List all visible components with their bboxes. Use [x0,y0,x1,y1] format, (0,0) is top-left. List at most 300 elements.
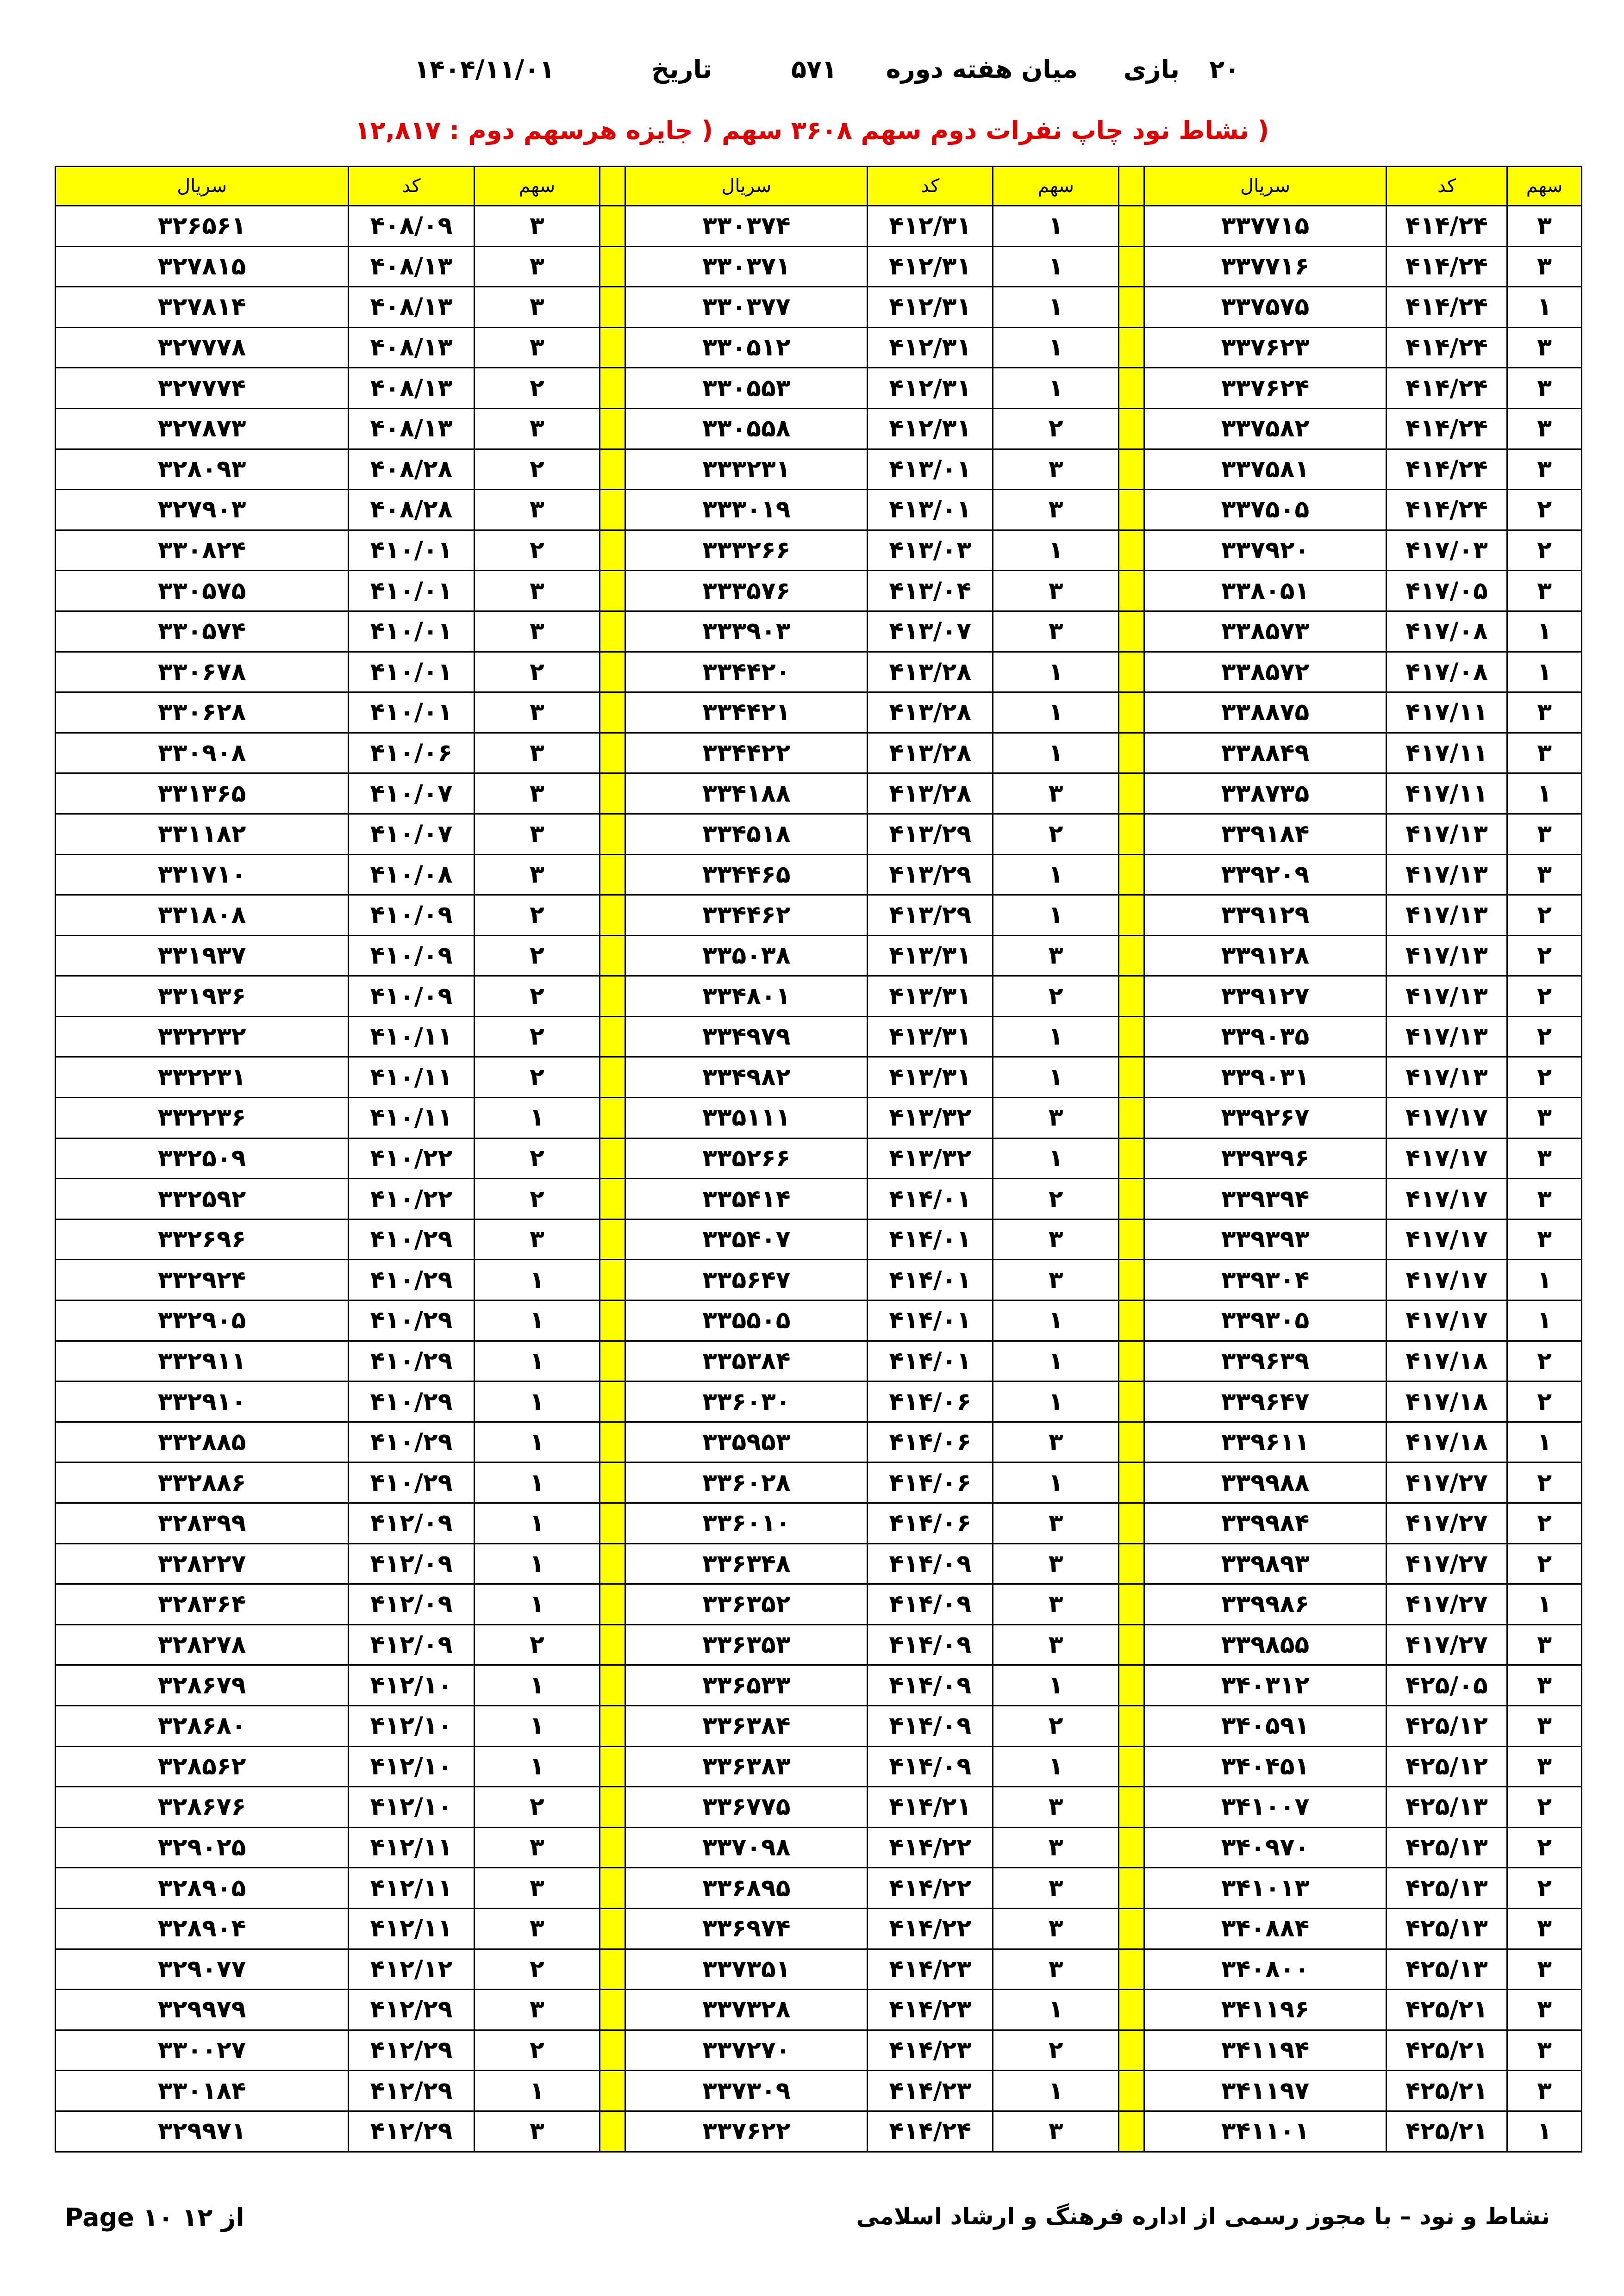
serial-cell: ۳۳۴۱۸۸ [625,773,868,814]
share-cell: ۱ [993,692,1118,733]
share-cell: ۳ [993,611,1118,652]
code-cell: ۴۱۴/۰۹ [868,1624,993,1665]
separator-cell [1118,1503,1144,1544]
serial-cell: ۳۳۶۹۷۴ [625,1908,868,1949]
serial-cell: ۳۳۲۸۸۵ [56,1422,349,1462]
separator-cell [1118,530,1144,571]
code-cell: ۴۱۳/۳۱ [868,976,993,1017]
code-cell: ۴۱۰/۲۹ [349,1462,474,1503]
serial-cell: ۳۳۶۰۳۰ [625,1381,868,1422]
serial-cell: ۳۳۸۵۷۲ [1144,652,1387,692]
share-cell: ۳ [474,773,600,814]
separator-cell [1118,1827,1144,1868]
separator-cell [600,2030,625,2071]
serial-cell: ۳۳۰۵۵۸ [625,408,868,449]
code-cell: ۴۱۴/۰۱ [868,1260,993,1300]
separator-cell [1118,1422,1144,1462]
code-cell: ۴۱۰/۱۱ [349,1098,474,1139]
share-cell: ۳ [993,1260,1118,1300]
separator-cell [1118,449,1144,490]
serial-cell: ۳۳۰۵۵۳ [625,368,868,409]
code-cell: ۴۱۰/۲۹ [349,1219,474,1260]
separator-cell [1118,571,1144,611]
share-cell: ۲ [1507,490,1582,530]
code-cell: ۴۲۵/۱۲ [1386,1705,1507,1746]
serial-cell: ۳۳۹۳۹۶ [1144,1138,1387,1179]
separator-cell [1118,1260,1144,1300]
separator-cell [600,408,625,449]
separator-cell [600,1098,625,1139]
serial-cell: ۳۳۴۸۰۱ [625,976,868,1017]
serial-cell: ۳۳۹۳۹۳ [1144,1219,1387,1260]
table-row [56,1422,1582,1462]
code-cell: ۴۱۷/۱۱ [1386,773,1507,814]
separator-cell [600,1341,625,1381]
table-row [56,652,1582,692]
share-cell: ۳ [474,733,600,773]
share-cell: ۳ [993,1584,1118,1625]
table-row [56,854,1582,895]
separator-cell [1118,773,1144,814]
share-cell: ۱ [993,206,1118,247]
serial-cell: ۳۳۲۵۰۹ [56,1138,349,1179]
share-cell: ۳ [993,1098,1118,1139]
share-cell: ۲ [993,976,1118,1017]
serial-cell: ۳۳۰۵۱۲ [625,327,868,368]
separator-cell [600,1016,625,1057]
serial-cell: ۳۳۲۵۹۲ [56,1179,349,1220]
code-cell: ۴۱۰/۲۹ [349,1341,474,1381]
separator-cell [600,1827,625,1868]
serial-cell: ۳۳۸۷۳۵ [1144,773,1387,814]
serial-cell: ۳۳۲۹۱۰ [56,1381,349,1422]
share-cell: ۱ [993,895,1118,936]
serial-cell: ۳۳۵۴۰۷ [625,1219,868,1260]
serial-cell: ۳۳۵۲۶۶ [625,1138,868,1179]
code-cell: ۴۱۲/۱۰ [349,1705,474,1746]
separator-cell [1118,2030,1144,2071]
share-cell: ۱ [474,1341,600,1381]
code-cell: ۴۱۳/۳۱ [868,1016,993,1057]
serial-cell: ۳۳۷۵۰۵ [1144,490,1387,530]
code-cell: ۴۱۷/۱۷ [1386,1138,1507,1179]
serial-cell: ۳۳۷۶۲۴ [1144,368,1387,409]
separator-cell [1118,1016,1144,1057]
separator-cell [600,206,625,247]
share-cell: ۱ [1507,287,1582,328]
code-cell: ۴۱۲/۰۹ [349,1584,474,1625]
share-cell: ۱ [474,1746,600,1787]
serial-cell: ۳۳۰۳۷۴ [625,206,868,247]
code-cell: ۴۱۳/۲۸ [868,692,993,733]
share-cell: ۲ [1507,1543,1582,1584]
share-cell: ۲ [474,1949,600,1990]
serial-cell: ۳۲۹۰۷۷ [56,1949,349,1990]
table-row [56,1219,1582,1260]
code-cell: ۴۱۷/۱۳ [1386,814,1507,854]
share-cell: ۳ [474,490,600,530]
code-cell: ۴۱۳/۲۸ [868,773,993,814]
code-cell: ۴۰۸/۰۹ [349,206,474,247]
share-cell: ۱ [1507,1260,1582,1300]
separator-cell [600,530,625,571]
code-cell: ۴۱۰/۰۷ [349,773,474,814]
separator-cell [1118,1381,1144,1422]
share-cell: ۱ [993,2071,1118,2111]
share-cell: ۱ [1507,2111,1582,2152]
table-row [56,611,1582,652]
separator-cell [600,1300,625,1341]
code-cell: ۴۱۴/۰۹ [868,1584,993,1625]
results-table [55,166,1582,2153]
share-cell: ۱ [474,1300,600,1341]
separator-cell [1118,206,1144,247]
code-cell: ۴۱۴/۰۱ [868,1219,993,1260]
code-cell: ۴۱۴/۲۴ [1386,449,1507,490]
table-row [56,935,1582,976]
code-cell: ۴۱۲/۱۰ [349,1787,474,1828]
table-row [56,1827,1582,1868]
share-cell: ۱ [474,2071,600,2111]
serial-cell: ۳۳۹۲۶۷ [1144,1098,1387,1139]
separator-cell [600,2071,625,2111]
code-cell: ۴۲۵/۲۱ [1386,2030,1507,2071]
share-cell: ۳ [1507,814,1582,854]
code-cell: ۴۱۷/۱۷ [1386,1219,1507,1260]
share-cell: ۲ [1507,1503,1582,1544]
separator-cell [600,895,625,936]
separator-cell [1118,935,1144,976]
game-count: ۲۰ [1209,55,1240,84]
round-label: دوره [886,55,943,84]
serial-cell: ۳۳۹۳۹۴ [1144,1179,1387,1220]
serial-cell: ۳۳۰۳۷۱ [625,246,868,287]
share-cell: ۱ [1507,1584,1582,1625]
share-cell: ۳ [993,1868,1118,1909]
serial-cell: ۳۲۷۷۷۴ [56,368,349,409]
separator-cell [1118,692,1144,733]
serial-cell: ۳۲۸۵۶۲ [56,1746,349,1787]
serial-cell: ۳۲۶۵۶۱ [56,206,349,247]
table-row [56,773,1582,814]
header-code: کد [1386,167,1507,206]
code-cell: ۴۱۳/۲۸ [868,652,993,692]
serial-cell: ۳۴۱۰۰۷ [1144,1787,1387,1828]
serial-cell: ۳۳۰۸۲۴ [56,530,349,571]
header-separator [600,167,625,206]
table-row [56,1787,1582,1828]
code-cell: ۴۱۷/۱۷ [1386,1260,1507,1300]
code-cell: ۴۱۷/۱۳ [1386,1016,1507,1057]
code-cell: ۴۱۳/۳۲ [868,1138,993,1179]
serial-cell: ۳۲۸۶۷۶ [56,1787,349,1828]
date-label: تاریخ [651,55,712,84]
separator-cell [1118,490,1144,530]
table-row [56,1705,1582,1746]
serial-cell: ۳۳۲۹۱۱ [56,1341,349,1381]
table-row [56,490,1582,530]
serial-cell: ۳۳۳۲۶۶ [625,530,868,571]
separator-cell [600,1584,625,1625]
separator-cell [1118,652,1144,692]
serial-cell: ۳۳۷۳۵۱ [625,1949,868,1990]
table-row [56,2030,1582,2071]
table-header-row [56,167,1582,206]
code-cell: ۴۱۴/۰۱ [868,1179,993,1220]
serial-cell: ۳۳۸۵۷۳ [1144,611,1387,652]
serial-cell: ۳۳۶۸۹۵ [625,1868,868,1909]
table-row [56,246,1582,287]
share-cell: ۱ [993,1138,1118,1179]
separator-cell [600,733,625,773]
serial-cell: ۳۳۷۵۷۵ [1144,287,1387,328]
separator-cell [1118,327,1144,368]
serial-cell: ۳۳۲۲۳۱ [56,1057,349,1098]
share-cell: ۳ [993,935,1118,976]
share-cell: ۲ [993,408,1118,449]
header-serial: سریال [56,167,349,206]
share-cell: ۳ [1507,2071,1582,2111]
serial-cell: ۳۳۹۳۰۵ [1144,1300,1387,1341]
serial-cell: ۳۴۱۱۰۱ [1144,2111,1387,2152]
share-cell: ۲ [1507,895,1582,936]
separator-cell [1118,1787,1144,1828]
code-cell: ۴۱۴/۲۴ [1386,246,1507,287]
share-cell: ۲ [1507,1827,1582,1868]
code-cell: ۴۱۰/۰۷ [349,814,474,854]
code-cell: ۴۱۷/۱۸ [1386,1341,1507,1381]
separator-cell [1118,854,1144,895]
separator-cell [600,1422,625,1462]
serial-cell: ۳۴۱۰۱۳ [1144,1868,1387,1909]
serial-cell: ۳۳۳۰۱۹ [625,490,868,530]
share-cell: ۳ [993,773,1118,814]
share-cell: ۳ [1507,1746,1582,1787]
serial-cell: ۳۳۷۳۰۹ [625,2071,868,2111]
serial-cell: ۳۳۷۷۱۵ [1144,206,1387,247]
code-cell: ۴۱۴/۰۶ [868,1381,993,1422]
share-cell: ۱ [474,1381,600,1422]
separator-cell [1118,1665,1144,1706]
share-cell: ۱ [993,1746,1118,1787]
code-cell: ۴۱۰/۰۹ [349,976,474,1017]
share-cell: ۳ [1507,1098,1582,1139]
share-cell: ۱ [1507,773,1582,814]
share-cell: ۳ [1507,1949,1582,1990]
code-cell: ۴۱۳/۰۱ [868,490,993,530]
table-row [56,571,1582,611]
code-cell: ۴۱۴/۲۴ [1386,327,1507,368]
share-cell: ۳ [1507,692,1582,733]
separator-cell [1118,1584,1144,1625]
serial-cell: ۳۳۰۵۷۴ [56,611,349,652]
table-row [56,1016,1582,1057]
table-row [56,287,1582,328]
serial-cell: ۳۳۹۲۰۹ [1144,854,1387,895]
table-row [56,1462,1582,1503]
share-cell: ۳ [474,287,600,328]
share-cell: ۲ [1507,530,1582,571]
serial-cell: ۳۳۴۴۲۲ [625,733,868,773]
share-cell: ۲ [474,652,600,692]
share-cell: ۱ [993,530,1118,571]
share-cell: ۱ [993,287,1118,328]
separator-cell [600,327,625,368]
table-row [56,206,1582,247]
serial-cell: ۳۳۵۹۵۳ [625,1422,868,1462]
share-cell: ۱ [474,1543,600,1584]
separator-cell [1118,1138,1144,1179]
code-cell: ۴۱۰/۰۱ [349,571,474,611]
share-cell: ۱ [993,1381,1118,1422]
share-cell: ۱ [993,854,1118,895]
share-cell: ۳ [474,206,600,247]
code-cell: ۴۱۲/۳۱ [868,408,993,449]
serial-cell: ۳۲۹۹۷۱ [56,2111,349,2152]
serial-cell: ۳۳۹۹۸۸ [1144,1462,1387,1503]
separator-cell [1118,2071,1144,2111]
separator-cell [1118,814,1144,854]
subtitle: ( نشاط نود چاپ نفرات دوم سهم ۳۶۰۸ سهم ( جایزه هرسهم دوم : ۱۲,۸۱۷ [355,116,1269,145]
code-cell: ۴۱۷/۲۷ [1386,1503,1507,1544]
share-cell: ۳ [474,2111,600,2152]
separator-cell [1118,733,1144,773]
serial-cell: ۳۳۷۷۱۶ [1144,246,1387,287]
code-cell: ۴۲۵/۱۲ [1386,1746,1507,1787]
code-cell: ۴۱۰/۰۹ [349,895,474,936]
serial-cell: ۳۳۶۰۱۰ [625,1503,868,1544]
serial-cell: ۳۳۰۶۷۸ [56,652,349,692]
separator-cell [600,571,625,611]
share-cell: ۱ [1507,611,1582,652]
code-cell: ۴۱۰/۰۹ [349,935,474,976]
serial-cell: ۳۳۹۹۸۴ [1144,1503,1387,1544]
code-cell: ۴۱۷/۱۳ [1386,1057,1507,1098]
separator-cell [600,652,625,692]
share-cell: ۳ [1507,408,1582,449]
share-cell: ۱ [993,246,1118,287]
share-cell: ۳ [1507,1665,1582,1706]
code-cell: ۴۰۸/۱۳ [349,408,474,449]
header-share: سهم [474,167,600,206]
code-cell: ۴۰۸/۱۳ [349,287,474,328]
table-row [56,1584,1582,1625]
serial-cell: ۳۳۹۶۳۹ [1144,1341,1387,1381]
code-cell: ۴۱۷/۱۱ [1386,733,1507,773]
serial-cell: ۳۴۱۱۹۴ [1144,2030,1387,2071]
code-cell: ۴۱۴/۲۴ [1386,490,1507,530]
share-cell: ۳ [1507,368,1582,409]
share-cell: ۳ [1507,854,1582,895]
share-cell: ۳ [993,1787,1118,1828]
serial-cell: ۳۳۱۳۶۵ [56,773,349,814]
table-row [56,1138,1582,1179]
header-share: سهم [993,167,1118,206]
table-row [56,895,1582,936]
table-row [56,1746,1582,1787]
separator-cell [600,1543,625,1584]
table-row [56,1179,1582,1220]
share-cell: ۱ [474,1503,600,1544]
table-row [56,368,1582,409]
serial-cell: ۳۳۹۶۱۱ [1144,1422,1387,1462]
share-cell: ۱ [474,1260,600,1300]
serial-cell: ۳۲۸۳۶۴ [56,1584,349,1625]
separator-cell [1118,1098,1144,1139]
serial-cell: ۳۳۸۰۵۱ [1144,571,1387,611]
share-cell: ۳ [1507,206,1582,247]
separator-cell [1118,1868,1144,1909]
serial-cell: ۳۴۱۱۹۷ [1144,2071,1387,2111]
code-cell: ۴۱۰/۲۲ [349,1179,474,1220]
serial-cell: ۳۳۰۶۲۸ [56,692,349,733]
separator-cell [600,1746,625,1787]
separator-cell [600,1705,625,1746]
code-cell: ۴۱۷/۱۷ [1386,1098,1507,1139]
code-cell: ۴۱۴/۰۶ [868,1422,993,1462]
separator-cell [600,976,625,1017]
serial-cell: ۳۲۸۲۲۷ [56,1543,349,1584]
table-row [56,1341,1582,1381]
serial-cell: ۳۳۰۳۷۷ [625,287,868,328]
separator-cell [600,1949,625,1990]
game-type: میان هفته [952,55,1078,84]
separator-cell [1118,1179,1144,1220]
separator-cell [600,287,625,328]
separator-cell [1118,246,1144,287]
code-cell: ۴۱۰/۰۱ [349,611,474,652]
serial-cell: ۳۳۷۵۸۲ [1144,408,1387,449]
serial-cell: ۳۳۰۱۸۴ [56,2071,349,2111]
serial-cell: ۳۳۴۴۲۰ [625,652,868,692]
share-cell: ۳ [993,571,1118,611]
serial-cell: ۳۲۹۰۲۵ [56,1827,349,1868]
header-code: کد [868,167,993,206]
code-cell: ۴۱۳/۲۹ [868,854,993,895]
code-cell: ۴۱۰/۲۹ [349,1260,474,1300]
footer-organization: نشاط و نود – با مجوز رسمی از اداره فرهنگ و ارشاد اسلامی [856,2203,1550,2230]
serial-cell: ۳۳۰۹۰۸ [56,733,349,773]
code-cell: ۴۱۰/۱۱ [349,1016,474,1057]
code-cell: ۴۰۸/۲۸ [349,449,474,490]
share-cell: ۳ [474,814,600,854]
code-cell: ۴۱۴/۰۶ [868,1462,993,1503]
share-cell: ۲ [993,2030,1118,2071]
code-cell: ۴۱۷/۲۷ [1386,1462,1507,1503]
code-cell: ۴۱۷/۱۸ [1386,1422,1507,1462]
share-cell: ۲ [1507,1341,1582,1381]
share-cell: ۳ [474,1908,600,1949]
serial-cell: ۳۳۴۴۲۱ [625,692,868,733]
code-cell: ۴۱۷/۱۳ [1386,976,1507,1017]
serial-cell: ۳۳۵۰۳۸ [625,935,868,976]
share-cell: ۱ [1507,652,1582,692]
serial-cell: ۳۳۱۹۳۶ [56,976,349,1017]
serial-cell: ۳۳۷۲۷۰ [625,2030,868,2071]
serial-cell: ۳۳۳۲۳۱ [625,449,868,490]
code-cell: ۴۱۰/۲۹ [349,1381,474,1422]
code-cell: ۴۱۲/۲۹ [349,1990,474,2030]
code-cell: ۴۱۴/۲۲ [868,1827,993,1868]
serial-cell: ۳۳۷۳۲۸ [625,1990,868,2030]
code-cell: ۴۱۷/۱۷ [1386,1300,1507,1341]
code-cell: ۴۱۲/۳۱ [868,206,993,247]
code-cell: ۴۱۳/۳۲ [868,1098,993,1139]
serial-cell: ۳۳۰۵۷۵ [56,571,349,611]
separator-cell [600,692,625,733]
serial-cell: ۳۴۰۳۱۲ [1144,1665,1387,1706]
separator-cell [600,935,625,976]
